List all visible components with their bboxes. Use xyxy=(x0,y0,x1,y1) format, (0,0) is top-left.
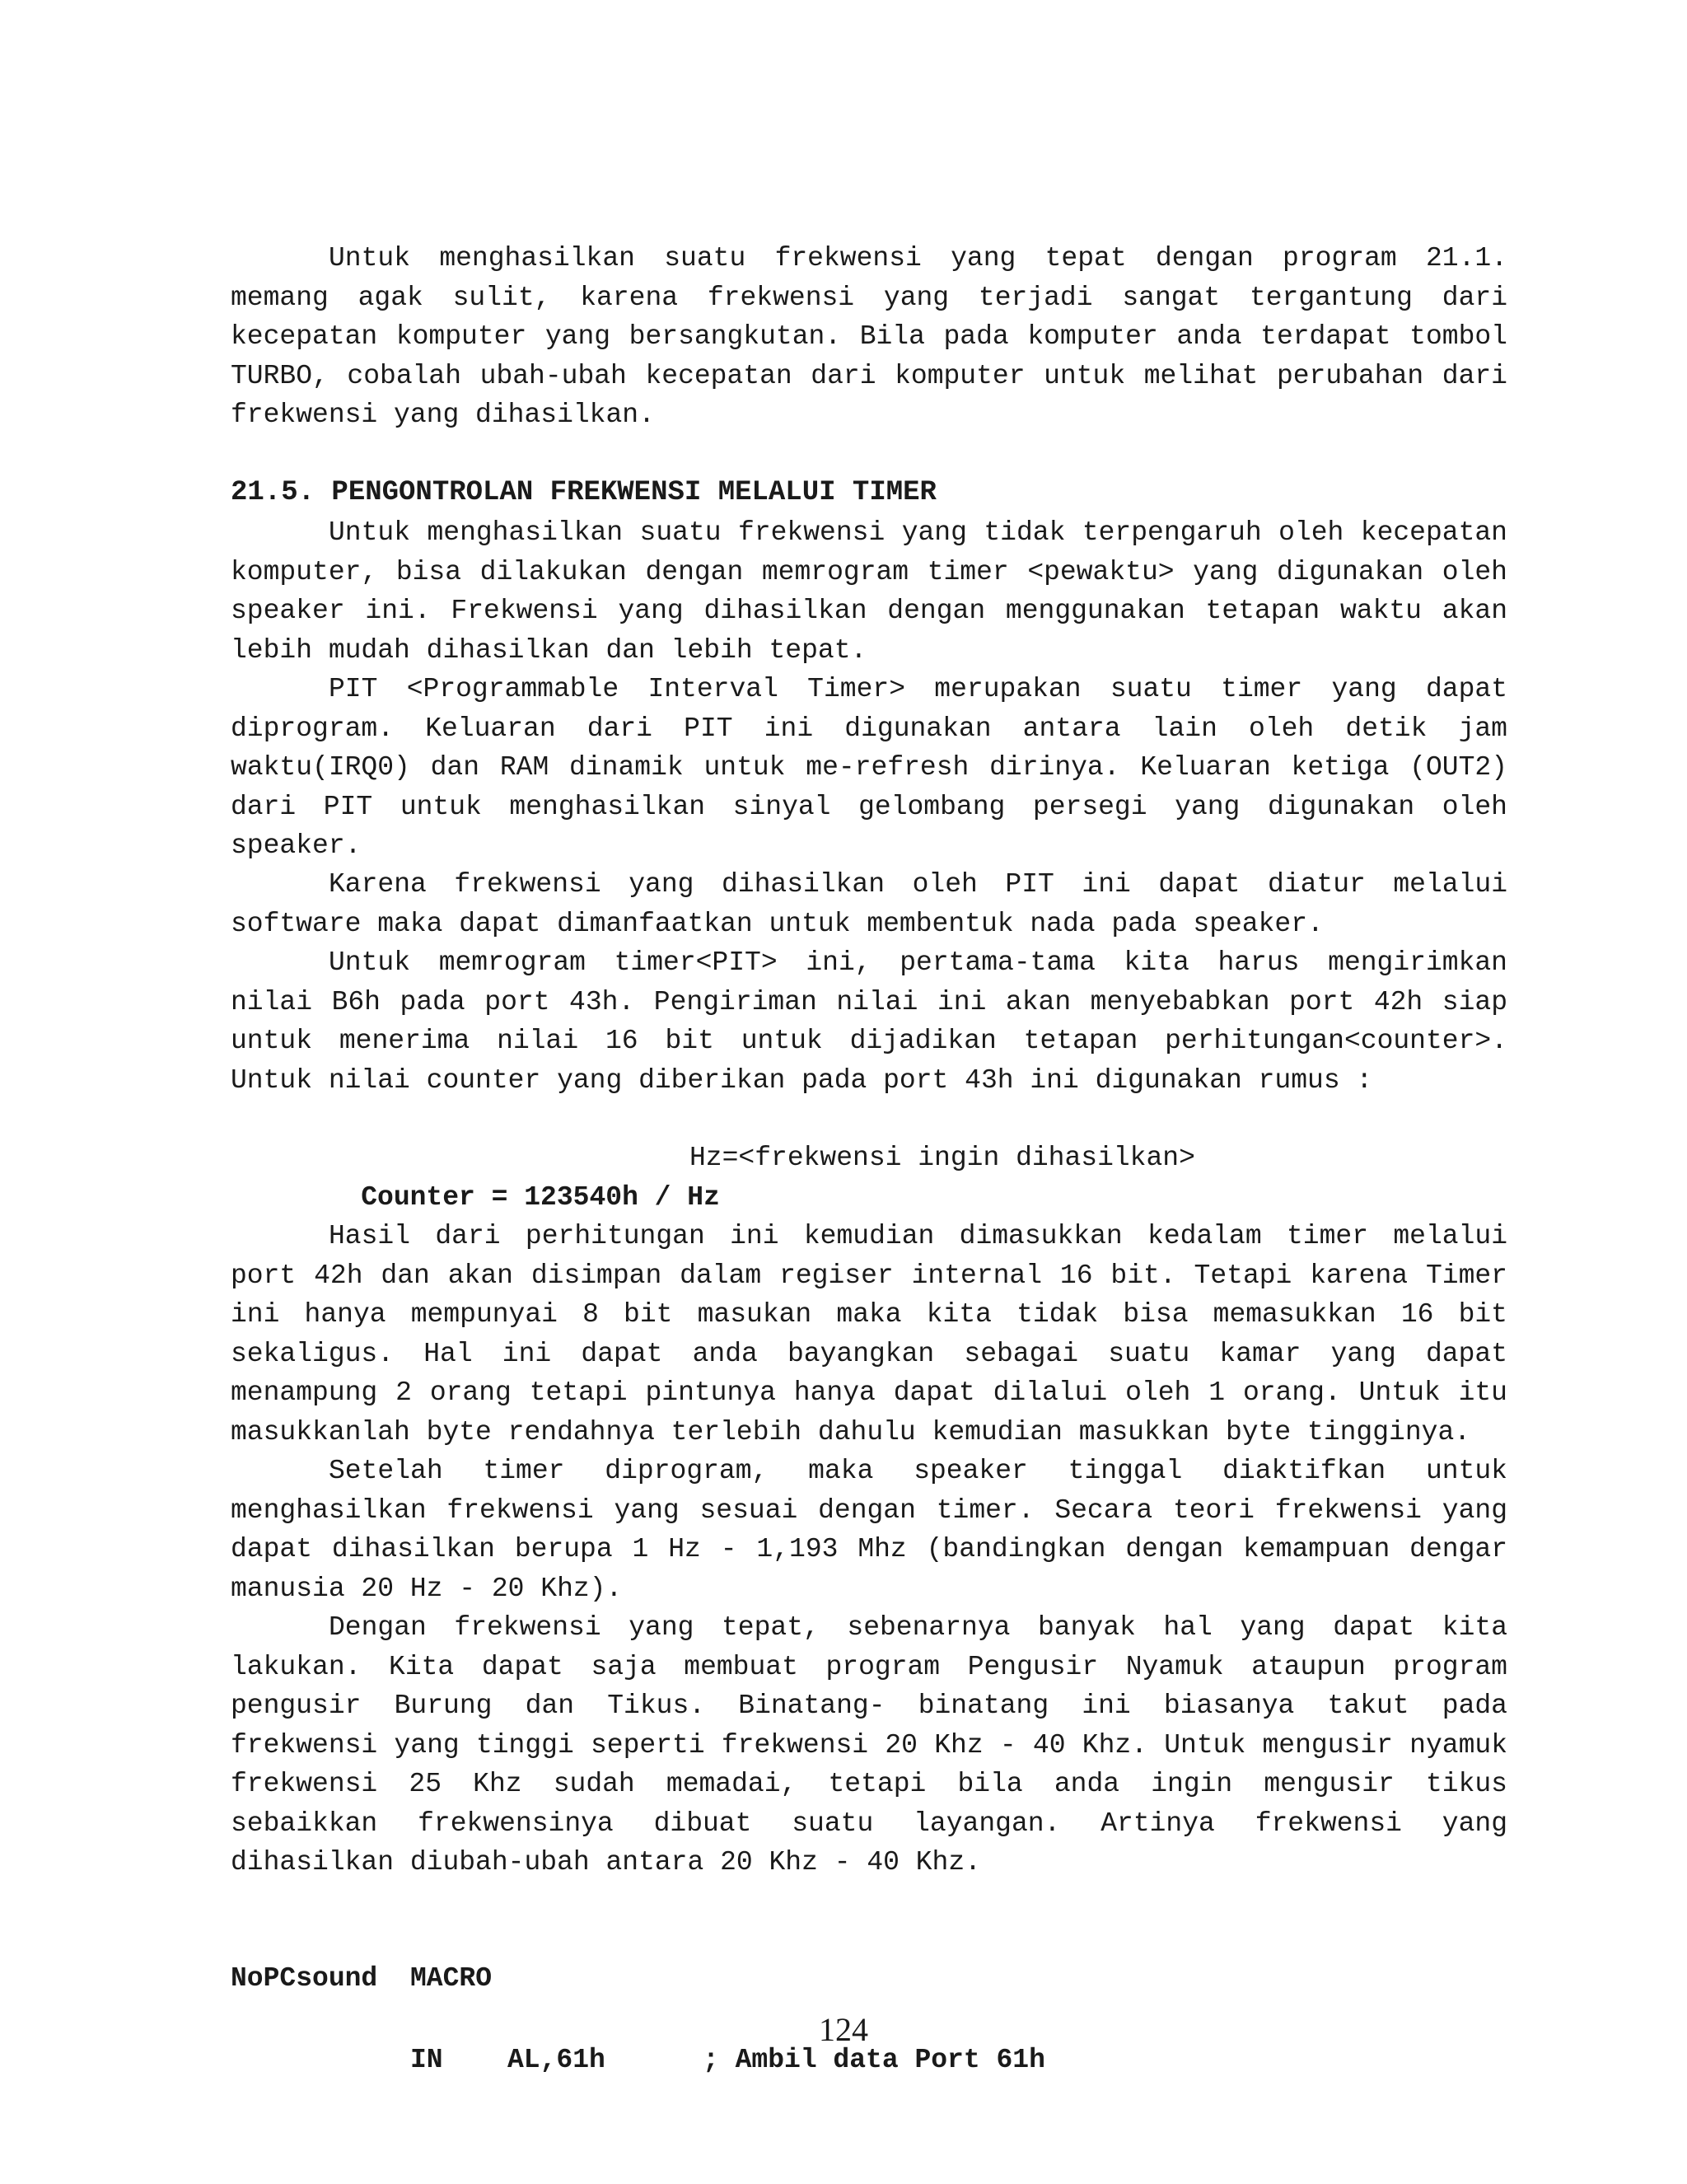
code-macro-keyword: MACRO xyxy=(410,1963,493,1994)
code-comment: ; Ambil data Port 61h xyxy=(703,2045,1045,2075)
formula-note: Hz=<frekwensi ingin dihasilkan> xyxy=(689,1143,1195,1173)
section-paragraph-6: Setelah timer diprogram, maka speaker tinggal diaktifkan untuk menghasilkan frekwensi yang sesuai dengan timer. Secara teori frekwensi yang dapat dihasilkan berupa 1 Hz - 1,193 Mhz (bandingkan dengan kemampuan dengar manusia 20 Hz - 20 Khz). xyxy=(231,1456,1507,1604)
section-paragraph-4: Untuk memrogram timer<PIT> ini, pertama-tama kita harus mengirimkan nilai B6h pada port 43h. Pengiriman nilai ini akan menyebabkan port 42h siap untuk menerima nilai 16 bit untuk dijadikan tetapan perhitungan<counter>. Untuk nilai counter yang diberikan pada port 43h ini digunakan rumus : xyxy=(231,947,1507,1096)
code-macro-name: NoPCsound xyxy=(231,1963,378,1994)
section-heading: 21.5. PENGONTROLAN FREKWENSI MELALUI TIMER xyxy=(231,477,937,508)
section-paragraph-5: Hasil dari perhitungan ini kemudian dimasukkan kedalam timer melalui port 42h dan akan disimpan dalam regiser internal 16 bit. Tetapi karena Timer ini hanya mempunyai 8 bit masukan maka kita tidak bisa memasukkan 16 bit sekaligus. Hal ini dapat anda bayangkan sebagai suatu kamar yang dapat menampung 2 orang tetapi pintunya hanya dapat dilalui oleh 1 orang. Untuk itu masukkanlah byte rendahnya terlebih dahulu kemudian masukkan byte tingginya. xyxy=(231,1221,1507,1447)
formula-expression: Counter = 123540h / Hz xyxy=(361,1181,720,1213)
section-paragraph-3: Karena frekwensi yang dihasilkan oleh PIT ini dapat diatur melalui software maka dapat dimanfaatkan untuk membentuk nada pada speaker. xyxy=(231,869,1507,939)
code-instruction: IN xyxy=(410,2045,443,2075)
section-paragraph-1: Untuk menghasilkan suatu frekwensi yang tidak terpengaruh oleh kecepatan komputer, bisa dilakukan dengan memrogram timer <pewaktu> yang digunakan oleh speaker ini. Frekwensi yang dihasilkan dengan menggunakan tetapan waktu akan lebih mudah dihasilkan dan lebih tepat. xyxy=(231,517,1507,666)
section-paragraph-7: Dengan frekwensi yang tepat, sebenarnya banyak hal yang dapat kita lakukan. Kita dapat saja membuat program Pengusir Nyamuk ataupun program pengusir Burung dan Tikus. Binatang- binatang ini biasanya takut pada frekwensi yang tinggi seperti frekwensi 20 Khz - 40 Khz. Untuk mengusir nyamuk frekwensi 25 Khz sudah memadai, tetapi bila anda ingin mengusir tikus sebaikkan frekwensinya dibuat suatu layangan. Artinya frekwensi yang dihasilkan diubah-ubah antara 20 Khz - 40 Khz. xyxy=(231,1612,1507,1878)
intro-paragraph: Untuk menghasilkan suatu frekwensi yang tepat dengan program 21.1. memang agak sulit, karena frekwensi yang terjadi sangat tergantung dari kecepatan komputer yang bersangkutan. Bila pada komputer anda terdapat tombol TURBO, cobalah ubah-ubah kecepatan dari komputer untuk melihat perubahan dari frekwensi yang dihasilkan. xyxy=(231,243,1507,430)
code-line-2 xyxy=(231,2045,1045,2075)
code-operands: AL,61h xyxy=(507,2045,605,2075)
page-number: 124 xyxy=(819,2011,868,2048)
code-line-1 xyxy=(231,1963,493,1994)
section-paragraph-2: PIT <Programmable Interval Timer> merupakan suatu timer yang dapat diprogram. Keluaran dari PIT ini digunakan antara lain oleh detik jam waktu(IRQ0) dan RAM dinamik untuk me-refresh dirinya. Keluaran ketiga (OUT2) dari PIT untuk menghasilkan sinyal gelombang persegi yang digunakan oleh speaker. xyxy=(231,674,1507,861)
